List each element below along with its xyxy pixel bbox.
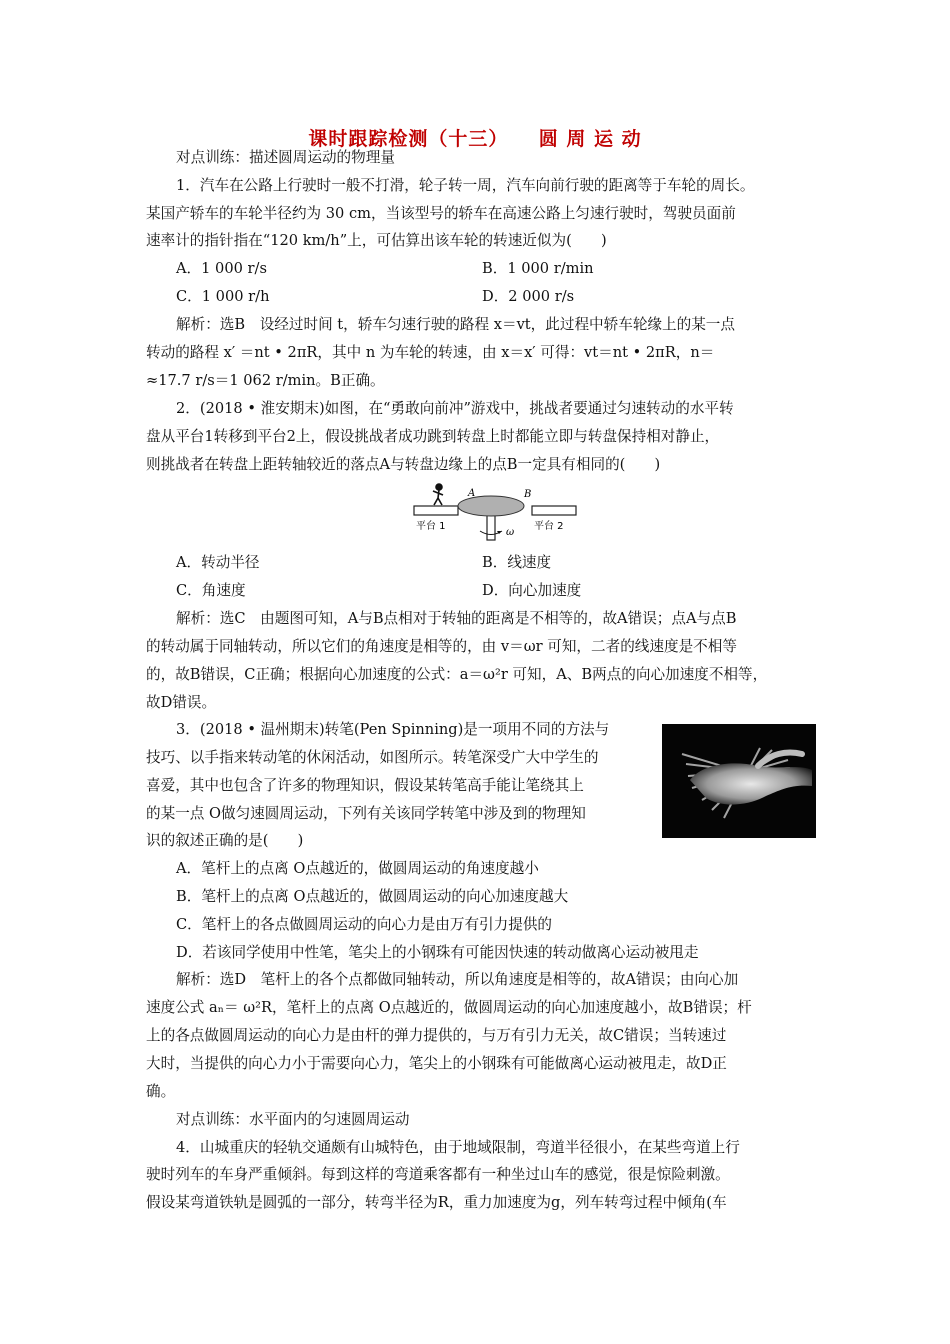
point-a-label: A: [468, 488, 476, 499]
q1-analysis-line: ≈17.7 r/s＝1 062 r/min。B正确。: [146, 372, 385, 389]
question-4-line: 假设某弯道铁轨是圆弧的一部分，转弯半径为R，重力加速度为g，列车转弯过程中倾角(车: [146, 1194, 727, 1211]
question-2-line: 2．(2018 • 淮安期末)如图，在“勇敢向前冲”游戏中，挑战者要通过匀速转动的水平转: [176, 400, 734, 417]
q3-analysis-line: 速度公式 aₙ＝ ω²R，笔杆上的点离 O点越近的，做圆周运动的向心加速度越小，故B错误；杆: [146, 999, 752, 1016]
question-3-line: 识的叙述正确的是( ): [146, 832, 304, 849]
q1-option-c: C．1 000 r/h: [176, 288, 270, 305]
question-4-line: 4．山城重庆的轻轨交通颇有山城特色，由于地域限制，弯道半径很小，在某些弯道上行: [176, 1139, 740, 1156]
question-2-line: 盘从平台1转移到平台2上，假设挑战者成功跳到转盘上时都能立即与转盘保持相对静止，: [146, 428, 720, 445]
q1-analysis-line: 解析：选B 设经过时间 t，轿车匀速行驶的路程 x＝vt，此过程中轿车轮缘上的某一点: [176, 316, 735, 333]
pen-spinning-photo: [662, 724, 816, 838]
q1-option-a: A．1 000 r/s: [176, 260, 267, 277]
question-1-line: 某国产轿车的车轮半径约为 30 cm，当该型号的轿车在高速公路上匀速行驶时，驾驶员面前: [146, 205, 736, 222]
question-3-line: 技巧、以手指来转动笔的休闲活动，如图所示。转笔深受广大中学生的: [146, 749, 599, 766]
question-3-line: 的某一点 O做匀速圆周运动，下列有关该同学转笔中涉及到的物理知: [146, 805, 586, 822]
q2-analysis-line: 的转动属于同轴转动，所以它们的角速度是相等的，由 v＝ωr 可知，二者的线速度是不相等: [146, 638, 737, 655]
challenger-figure-icon: [433, 484, 443, 505]
section-heading: 对点训练：描述圆周运动的物理量: [176, 149, 395, 166]
question-2-line: 则挑战者在转盘上距转轴较近的落点A与转盘边缘上的点B一定具有相同的( ): [146, 456, 661, 473]
q3-analysis-line: 解析：选D 笔杆上的各个点都做同轴转动，所以角速度是相等的，故A错误；由向心加: [176, 971, 739, 988]
q1-analysis-line: 转动的路程 x′ ＝nt • 2πR，其中 n 为车轮的转速，由 x＝x′ 可得：vt＝nt • 2πR，n＝: [146, 344, 715, 361]
q3-option-b: B．笔杆上的点离 O点越近的，做圆周运动的向心加速度越大: [176, 888, 569, 905]
question-4-line: 驶时列车的车身严重倾斜。每到这样的弯道乘客都有一种坐过山车的感觉，很是惊险刺激。: [146, 1166, 730, 1183]
q2-option-a: A．转动半径: [176, 554, 260, 571]
q3-analysis-line: 确。: [146, 1083, 176, 1100]
question-3-line: 喜爱，其中也包含了许多的物理知识，假设某转笔高手能让笔绕其上: [146, 777, 584, 794]
omega-label: ω: [506, 527, 515, 538]
q1-option-b: B．1 000 r/min: [482, 260, 594, 277]
question-1-line: 速率计的指针指在“120 km/h”上，可估算出该车轮的转速近似为( ): [146, 232, 607, 249]
platform-2-label: 平台 2: [534, 521, 564, 532]
platform-2-shape: [532, 506, 576, 515]
q2-analysis-line: 的，故B错误，C正确；根据向心加速度的公式：a＝ω²r 可知，A、B两点的向心加速度不相等，: [146, 666, 768, 683]
q2-option-d: D．向心加速度: [482, 582, 582, 599]
platform-1-shape: [414, 506, 458, 515]
q3-option-d: D．若该同学使用中性笔，笔尖上的小钢珠有可能因快速的转动做离心运动被甩走: [176, 944, 699, 961]
q2-option-b: B．线速度: [482, 554, 552, 571]
q3-analysis-line: 上的各点做圆周运动的向心力是由杆的弹力提供的，与万有引力无关，故C错误；当转速过: [146, 1027, 727, 1044]
q1-option-d: D．2 000 r/s: [482, 288, 575, 305]
q2-analysis-line: 解析：选C 由题图可知，A与B点相对于转轴的距离是不相等的，故A错误；点A与点B: [176, 610, 737, 627]
platform-1-label: 平台 1: [416, 521, 446, 532]
turntable-figure: [410, 482, 580, 548]
section-heading: 对点训练：水平面内的匀速圆周运动: [176, 1111, 410, 1128]
question-1-line: 1．汽车在公路上行驶时一般不打滑，轮子转一周，汽车向前行驶的距离等于车轮的周长。: [176, 177, 755, 194]
q3-analysis-line: 大时，当提供的向心力小于需要向心力，笔尖上的小钢珠有可能做离心运动被甩走，故D正: [146, 1055, 727, 1072]
q3-option-c: C．笔杆上的各点做圆周运动的向心力是由万有引力提供的: [176, 916, 553, 933]
point-b-label: B: [524, 489, 532, 500]
turntable-disk-shape: [458, 496, 524, 516]
q2-option-c: C．角速度: [176, 582, 246, 599]
q2-analysis-line: 故D错误。: [146, 694, 217, 711]
question-3-line: 3．(2018 • 温州期末)转笔(Pen Spinning)是一项用不同的方法与: [176, 721, 610, 738]
page-title: 课时跟踪检测（十三） 圆 周 运 动: [308, 128, 642, 150]
q3-option-a: A．笔杆上的点离 O点越近的，做圆周运动的角速度越小: [176, 860, 539, 877]
